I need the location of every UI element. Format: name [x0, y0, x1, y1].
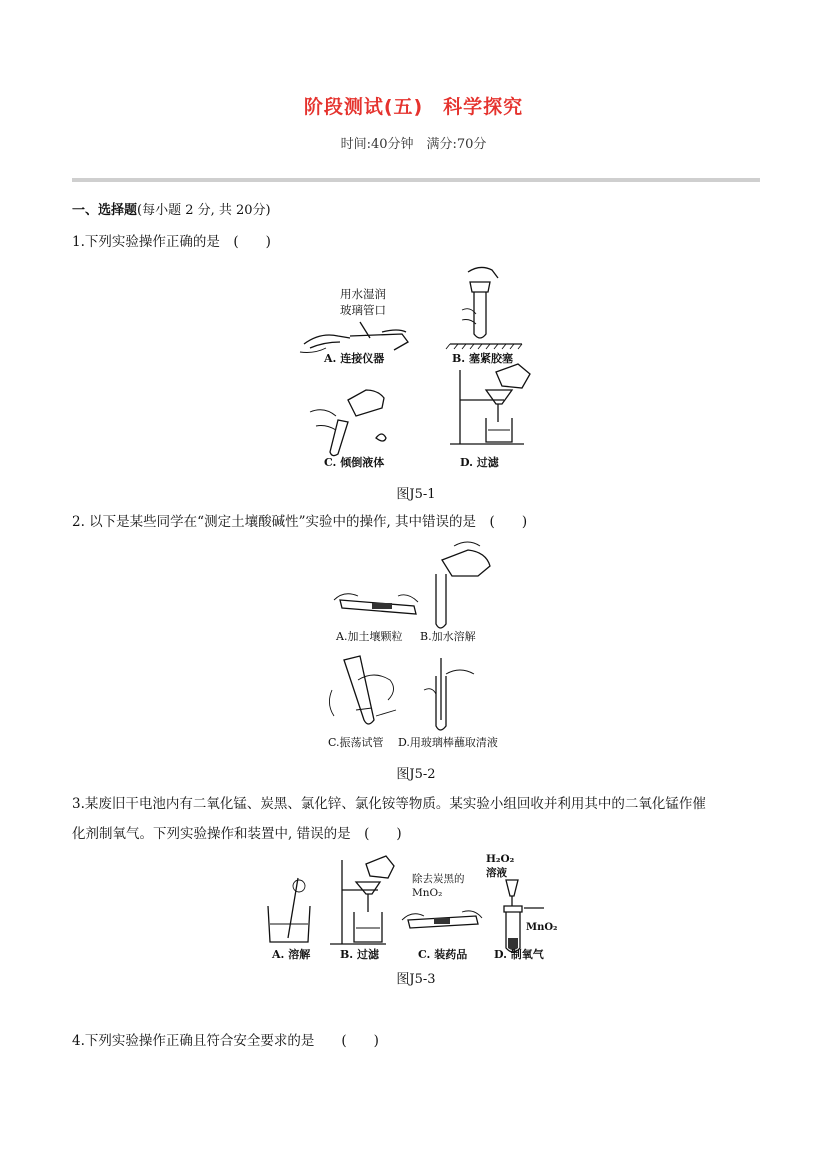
figure-1-caption: 图J5-1	[396, 487, 436, 502]
fig3-label-d-side: MnO₂	[526, 922, 558, 933]
figure-2a-add-soil	[334, 594, 418, 643]
fig2-option-b: B.加水溶解	[420, 630, 476, 643]
exam-meta: 时间:40分钟 满分:70分	[340, 137, 487, 152]
fig1-option-b: B. 塞紧胶塞	[452, 352, 513, 365]
section-note: (每小题 2 分, 共 20分)	[137, 203, 271, 218]
fig1-option-c: C. 倾倒液体	[324, 456, 385, 469]
figure-3d-make-oxygen	[486, 853, 557, 961]
fig1-option-a: A. 连接仪器	[324, 352, 385, 365]
figure-3a-dissolve	[268, 878, 311, 961]
figure-j5-2	[328, 540, 498, 755]
fig3-label-c-line2: MnO₂	[412, 887, 443, 899]
fig1-note-line2: 玻璃管口	[340, 303, 386, 317]
section-title: 一、选择题	[72, 203, 138, 218]
figure-2d-glass-rod	[398, 658, 498, 749]
divider	[72, 178, 760, 182]
page-title: 阶段测试(五) 科学探究	[303, 96, 524, 118]
question-3-text-line2: 化剂制氧气。下列实验操作和装置中, 错误的是 ( )	[72, 826, 402, 842]
figure-3-caption: 图J5-3	[396, 972, 436, 987]
fig2-option-c: C.振荡试管	[328, 736, 384, 749]
figure-1a-connect-apparatus	[300, 287, 408, 365]
question-4-text: 4.下列实验操作正确且符合安全要求的是 ( )	[72, 1033, 379, 1049]
fig3-label-d-top2: 溶液	[486, 867, 507, 879]
figure-3c-load-reagent	[402, 872, 482, 961]
figure-j5-1	[290, 262, 550, 472]
figure-3b-filter	[330, 856, 394, 961]
fig1-option-d: D. 过滤	[460, 456, 499, 469]
question-2-text: 2. 以下是某些同学在“测定土壤酸碱性”实验中的操作, 其中错误的是 ( )	[72, 514, 528, 530]
fig3-option-b: B. 过滤	[340, 948, 379, 961]
fig2-option-d: D.用玻璃棒蘸取清液	[398, 736, 498, 749]
figure-1b-insert-stopper	[446, 267, 522, 365]
fig2-option-a: A.加土壤颗粒	[336, 630, 403, 643]
fig3-option-c: C. 装药品	[418, 948, 468, 961]
figure-2b-add-water	[420, 542, 490, 643]
fig3-label-c-line1: 除去炭黑的	[412, 873, 465, 885]
fig3-option-d: D. 制氧气	[494, 948, 544, 961]
figure-1d-filtration	[450, 364, 530, 469]
fig3-label-d-top1: H₂O₂	[486, 853, 515, 865]
figure-j5-3	[262, 850, 562, 964]
question-1-text: 1.下列实验操作正确的是 ( )	[72, 234, 271, 250]
figure-2c-shake-tube	[328, 656, 396, 749]
section-heading	[72, 199, 271, 218]
figure-1c-pour-liquid	[310, 390, 386, 469]
question-3-text-line1: 3.某废旧干电池内有二氧化锰、炭黑、氯化锌、氯化铵等物质。某实验小组回收并利用其中的二氧化锰作催	[72, 796, 706, 812]
fig1-note-line1: 用水湿润	[340, 287, 386, 301]
figure-2-caption: 图J5-2	[396, 767, 436, 782]
fig3-option-a: A. 溶解	[272, 948, 311, 961]
